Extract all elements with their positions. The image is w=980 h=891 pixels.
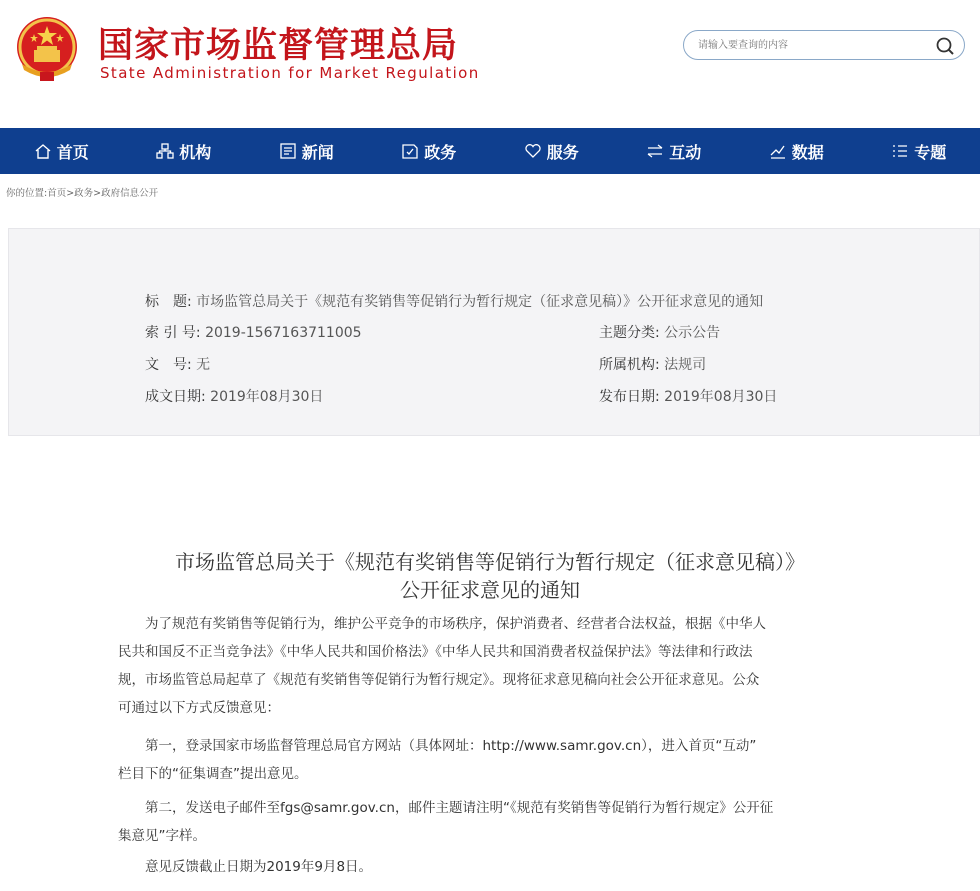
news-icon (279, 143, 297, 159)
nav-item-label: 机构 (179, 142, 212, 162)
info-doc-value: 无 (196, 357, 211, 373)
nav-item-services[interactable] (490, 128, 613, 174)
document-info-box (8, 228, 980, 436)
nav-item-label: 数据 (791, 142, 824, 162)
nav-item-org[interactable] (123, 128, 246, 174)
home-icon (34, 143, 52, 159)
nav-item-home[interactable] (0, 128, 123, 174)
breadcrumb[interactable]: 你的位置:首页>政务>政府信息公开 (6, 188, 159, 199)
main-nav (0, 128, 980, 174)
search-box (683, 30, 965, 60)
nav-item-label: 专题 (914, 142, 947, 162)
nav-item-label: 首页 (56, 142, 89, 162)
info-org-value: 法规司 (664, 357, 707, 373)
info-index-value: 2019-1567163711005 (205, 325, 362, 341)
site-subtitle: State Administration for Market Regulation (100, 64, 480, 82)
info-org-row (599, 354, 706, 374)
org-chart-icon (156, 143, 174, 159)
nav-item-news[interactable] (245, 128, 368, 174)
info-published-label: 发布日期: (599, 389, 660, 405)
article-line: 意见反馈截止日期为2019年9月8日。 (118, 859, 373, 875)
chart-icon (769, 143, 787, 159)
national-emblem-icon (12, 14, 82, 84)
article-line: 栏目下的“征集调查”提出意见。 (118, 766, 308, 782)
nav-item-data[interactable] (735, 128, 858, 174)
info-doc-label: 文 号: (145, 357, 192, 373)
info-index-label: 索 引 号: (145, 325, 201, 341)
info-category-value: 公示公告 (664, 325, 721, 341)
article-line: 规，市场监管总局起草了《规范有奖销售等促销行为暂行规定》。现将征求意见稿向社会公开征求意见。公众 (118, 672, 760, 688)
government-affairs-icon (401, 143, 419, 159)
info-published-row (599, 386, 777, 406)
info-created-row (145, 386, 323, 406)
info-title-value: 市场监管总局关于《规范有奖销售等促销行为暂行规定（征求意见稿）》公开征求意见的通知 (196, 294, 764, 310)
search-icon[interactable] (934, 35, 956, 57)
nav-item-label: 政务 (424, 142, 457, 162)
nav-item-interaction[interactable] (613, 128, 736, 174)
info-org-label: 所属机构: (599, 357, 660, 373)
exchange-arrows-icon (646, 143, 664, 159)
nav-item-affairs[interactable] (368, 128, 491, 174)
heart-icon (524, 143, 542, 159)
info-category-row (599, 322, 720, 342)
article-line: 集意见”字样。 (118, 828, 206, 844)
nav-item-topics[interactable] (858, 128, 980, 174)
info-index-row (145, 322, 362, 342)
info-title-row (145, 291, 763, 311)
info-title-label: 标 题: (145, 294, 192, 310)
article-title-line-1: 市场监管总局关于《规范有奖销售等促销行为暂行规定（征求意见稿）》 (175, 550, 805, 574)
info-created-label: 成文日期: (145, 389, 206, 405)
site-title[interactable]: 国家市场监督管理总局 (98, 26, 459, 66)
article-line: 民共和国反不正当竞争法》《中华人民共和国价格法》《中华人民共和国消费者权益保护法》等法律和行政法 (118, 644, 753, 660)
article-line: 为了规范有奖销售等促销行为，维护公平竞争的市场秩序，保护消费者、经营者合法权益，根据《中华人 (118, 616, 766, 632)
nav-item-label: 互动 (669, 142, 702, 162)
info-created-value: 2019年08月30日 (210, 389, 324, 405)
nav-item-label: 新闻 (301, 142, 334, 162)
info-published-value: 2019年08月30日 (664, 389, 778, 405)
list-icon (891, 143, 909, 159)
article-line: 第一，登录国家市场监督管理总局官方网站（具体网址：http://www.samr.gov.cn），进入首页“互动” (118, 738, 757, 754)
article-line: 第二，发送电子邮件至fgs@samr.gov.cn，邮件主题请注明“《规范有奖销售等促销行为暂行规定》公开征 (118, 800, 774, 816)
info-doc-row (145, 354, 210, 374)
nav-item-label: 服务 (546, 142, 579, 162)
site-header (0, 0, 980, 128)
article-line: 可通过以下方式反馈意见： (118, 700, 280, 716)
info-category-label: 主题分类: (599, 325, 660, 341)
article-title-line-2: 公开征求意见的通知 (400, 578, 580, 602)
search-input[interactable] (698, 37, 918, 54)
